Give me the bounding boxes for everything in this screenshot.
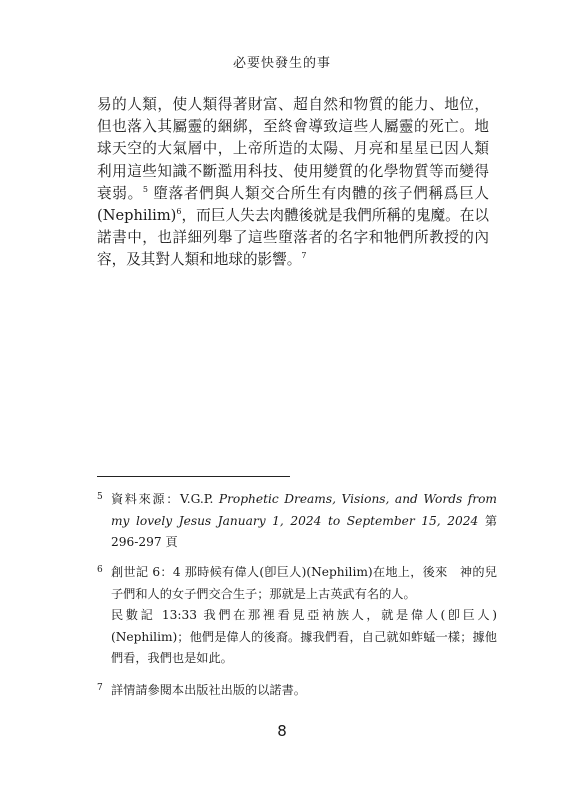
footnote-text: 詳情請參閱本出版社出版的以諾書。 [111, 683, 306, 697]
body-text-part3: ，而巨人失去肉體後就是我們所稱的鬼魔。在以諾書中，也詳細列舉了這些墮落者的名字和牠們所教授的內容，及其對人類和地球的影響。 [97, 207, 489, 269]
footnote-ref-5[interactable]: 5 [142, 184, 148, 194]
page-number: 8 [277, 722, 287, 740]
footnote-ref-6[interactable]: 6 [176, 207, 182, 217]
footnote-page-range: 第 296-297 頁 [111, 513, 498, 550]
body-text-part2: 墮落者們與人類交合所生有肉體的孩子們稱爲巨人(Nephilim) [97, 184, 489, 225]
footnote-mark: 6 [97, 565, 103, 575]
footnote-6 [97, 562, 497, 670]
footnote-book-title: Prophetic Dreams, Visions, and Words from my lovely Jesus January 1, 2024 to September 15, 2024 [111, 492, 497, 528]
footnote-5 [97, 489, 497, 554]
footnote-7 [97, 680, 497, 702]
footnote-mark: 5 [97, 492, 103, 502]
body-text-part1: 易的人類，使人類得著財富、超自然和物質的能力、地位，但也落入其屬靈的綑綁，至終會導致這些人屬靈的死亡。地球天空的大氣層中，上帝所造的太陽、月亮和星星已因人類利用這些知識不斷濫用科技、使用變質的化學物質等而變得衰弱。 [97, 96, 489, 202]
footnote-divider [97, 476, 290, 477]
footnote-genesis-quote: 創世記 6：4 那時候有偉人(卽巨人)(Nephilim)在地上，後來 神的兒子們和人的女子們交合生子；那就是上古英武有名的人。 [111, 565, 497, 601]
body-paragraph [97, 94, 489, 272]
footnote-mark: 7 [97, 683, 103, 693]
running-header: 必要快發生的事 [232, 56, 331, 71]
footnote-ref-7[interactable]: 7 [301, 251, 307, 261]
footnote-text [97, 489, 497, 554]
footnote-numbers-quote: 民數記 13:33 我們在那裡看見亞衲族人，就是偉人(卽巨人)(Nephilim)；他們是偉人的後裔。據我們看，自己就如蚱蜢一樣；據他們看，我們也是如此。 [111, 608, 497, 666]
footnote-source-prefix: 資料來源：V.G.P. [111, 492, 219, 506]
